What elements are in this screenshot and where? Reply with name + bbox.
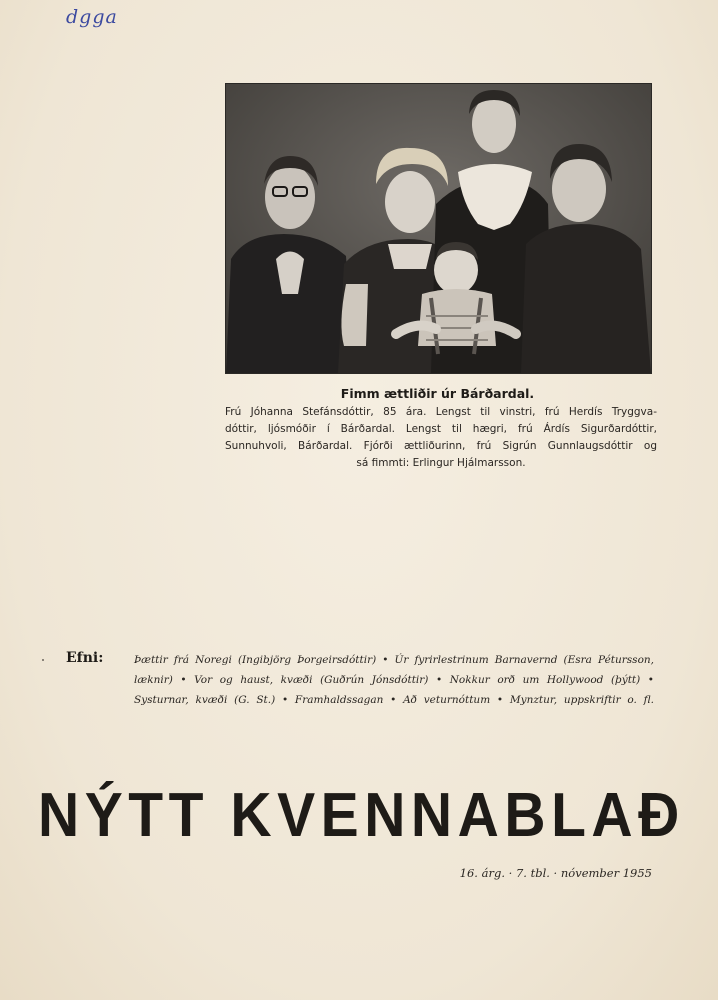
family-portrait-photo [225, 83, 652, 374]
masthead-title: NÝTT KVENNABLAÐ [38, 781, 685, 850]
contents-line: Þættir frá Noregi (Ingibjörg Þorgeirsdóttir) • Úr fyrirlestrinum Barnavernd (Esra Pétursson, [134, 654, 654, 666]
contents-line: læknir) • Vor og haust, kvæði (Guðrún Jónsdóttir) • Nokkur orð um Hollywood (þýtt) • [134, 674, 654, 686]
photo-caption-body [225, 404, 657, 472]
photo-caption-title: Fimm ættliðir úr Bárðardal. [340, 386, 535, 401]
ink-speck [42, 659, 44, 661]
contents-list [134, 650, 654, 710]
caption-line: Frú Jóhanna Stefánsdóttir, 85 ára. Lengst til vinstri, frú Herdís Tryggva- [225, 406, 657, 418]
caption-line: sá fimmti: Erlingur Hjálmarsson. [356, 457, 526, 469]
handwritten-note: dgga [66, 6, 118, 28]
contents-label: Efni: [66, 650, 104, 666]
caption-line: dóttir, ljósmóðir í Bárðardal. Lengst til hægri, frú Árdís Sigurðardóttir, [225, 423, 657, 435]
contents-line: Systurnar, kvæði (G. St.) • Framhaldssagan • Að veturnóttum • Mynztur, uppskriftir o. fl. [134, 694, 654, 706]
caption-line: Sunnuhvoli, Bárðardal. Fjórði ættliðurinn, frú Sigrún Gunnlaugsdóttir og [225, 440, 657, 452]
issue-info: 16. árg. · 7. tbl. · nóvember 1955 [459, 866, 652, 880]
